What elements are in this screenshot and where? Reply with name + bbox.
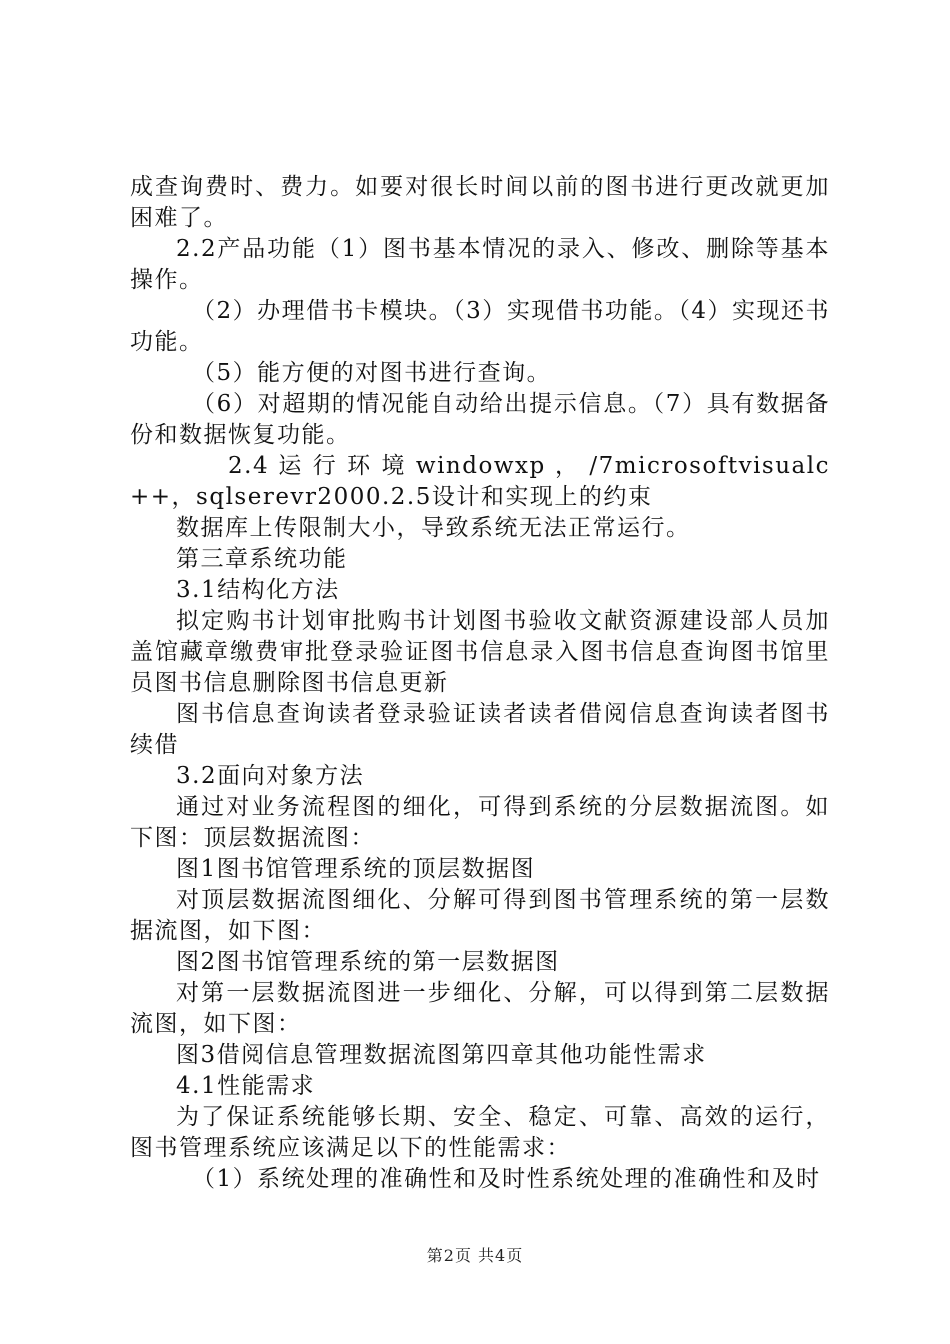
section-heading-3-2: 3.2面向对象方法 xyxy=(176,763,365,789)
paragraph-5: （6）对超期的情况能自动给出提示信息。（7）具有数据备份和数据恢复功能。 xyxy=(130,391,830,448)
paragraph-15: 对顶层数据流图细化、分解可得到图书管理系统的第一层数据流图，如下图： xyxy=(130,887,830,944)
paragraph-3: （2）办理借书卡模块。（3）实现借书功能。（4）实现还书功能。 xyxy=(130,298,830,355)
document-body xyxy=(130,172,830,1195)
page-footer: 第2页 共4页 xyxy=(426,1246,524,1265)
paragraph-20: 为了保证系统能够长期、安全、稳定、可靠、高效的运行，图书管理系统应该满足以下的性能需求： xyxy=(130,1104,830,1161)
figure-caption-2: 图2图书馆管理系统的第一层数据图 xyxy=(176,949,560,975)
paragraph-10: 拟定购书计划审批购书计划图书验收文献资源建设部人员加盖馆藏章缴费审批登录验证图书信息录入图书信息查询图书馆里员图书信息删除图书信息更新 xyxy=(130,608,830,696)
paragraph-2: 2.2产品功能（1）图书基本情况的录入、修改、删除等基本操作。 xyxy=(130,236,830,293)
paragraph-1: 成查询费时、费力。如要对很长时间以前的图书进行更改就更加困难了。 xyxy=(130,174,830,231)
section-heading-3-1: 3.1结构化方法 xyxy=(176,577,340,603)
figure-caption-3: 图3借阅信息管理数据流图第四章其他功能性需求 xyxy=(176,1042,707,1068)
paragraph-4: （5）能方便的对图书进行查询。 xyxy=(192,360,552,386)
paragraph-13: 通过对业务流程图的细化，可得到系统的分层数据流图。如下图：顶层数据流图： xyxy=(130,794,830,851)
chapter-heading-3: 第三章系统功能 xyxy=(176,546,348,572)
paragraph-7: 数据库上传限制大小，导致系统无法正常运行。 xyxy=(176,515,691,541)
paragraph-17: 对第一层数据流图进一步细化、分解，可以得到第二层数据流图，如下图： xyxy=(130,980,830,1037)
paragraph-11: 图书信息查询读者登录验证读者读者借阅信息查询读者图书续借 xyxy=(130,701,830,758)
paragraph-21: （1）系统处理的准确性和及时性系统处理的准确性和及时 xyxy=(192,1166,821,1192)
figure-caption-1: 图1图书馆管理系统的顶层数据图 xyxy=(176,856,536,882)
paragraph-6: 2.4 运 行 环 境 windowxp ， /7microsoftvisualc++，sqlserevr2000.2.5设计和实现上的约束 xyxy=(130,453,830,510)
section-heading-4-1: 4.1性能需求 xyxy=(176,1073,316,1099)
